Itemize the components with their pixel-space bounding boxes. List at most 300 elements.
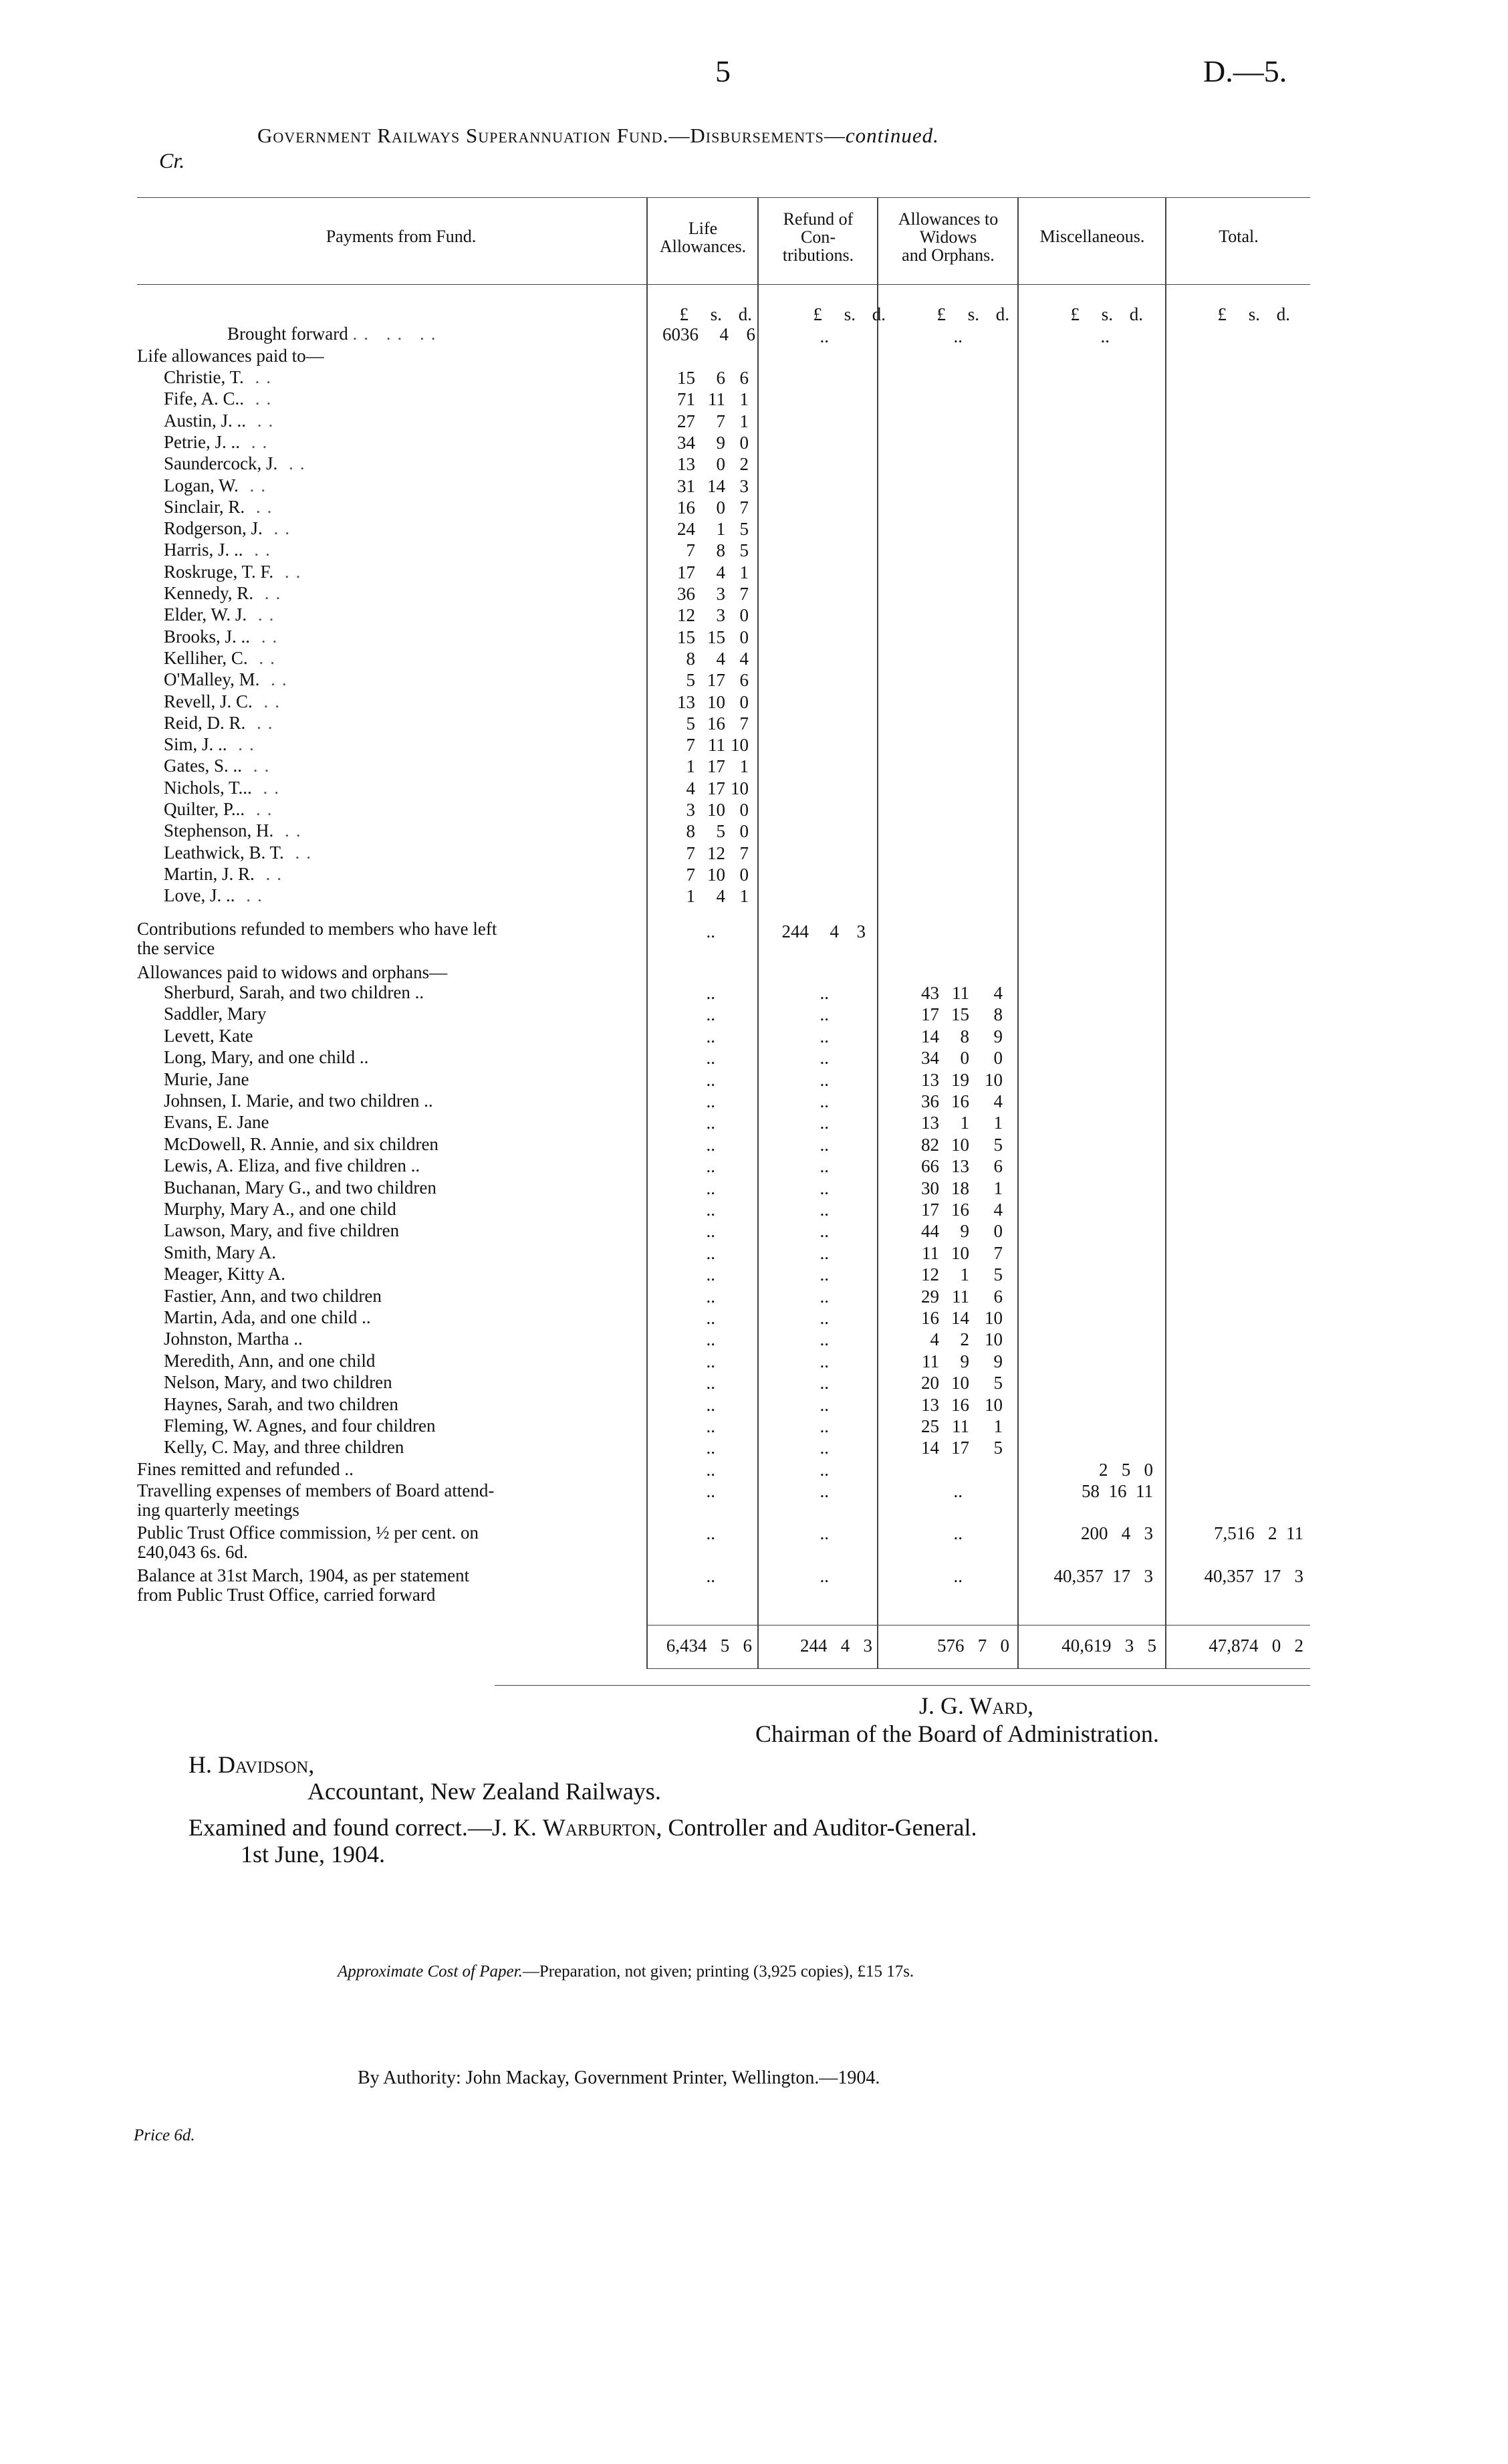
brought-forward-text: Brought forward [227, 324, 348, 344]
widow-row-shillings: 9 [960, 1351, 969, 1371]
life-row-pounds: 7 [686, 735, 695, 755]
life-row-shillings: 7 [716, 411, 725, 431]
life-row-pounds: 36 [677, 584, 695, 604]
life-row-pence: 0 [739, 605, 749, 625]
widow-row-pence: 1 [993, 1416, 1003, 1436]
leader-dots: .. [240, 432, 274, 452]
payee-name: Revell, J. C. [164, 691, 253, 711]
leader-dots: .. [250, 627, 284, 647]
widow-row-life-dots: .. [706, 1178, 715, 1198]
payee-name: Quilter, P... [164, 799, 245, 819]
leader-dots: .. [251, 778, 285, 798]
leader-dots: .. [227, 734, 261, 754]
payee-name: Petrie, J. .. [164, 432, 240, 452]
life-row-label [164, 562, 307, 582]
total-grand: 47,874 0 2 [1209, 1636, 1303, 1656]
misc-row-label [137, 1460, 354, 1479]
widow-row-refund-dots: .. [820, 1264, 829, 1284]
widow-row-life-dots: .. [706, 1329, 715, 1349]
payee-name: Brooks, J. .. [164, 627, 251, 647]
widow-row-label: Murie, Jane [164, 1069, 249, 1089]
widow-row-pounds: 17 [921, 1004, 939, 1024]
misc-row-widows-dots: .. [953, 1566, 963, 1586]
leader-dots: .. [252, 691, 286, 711]
payee-name: Christie, T. [164, 367, 244, 387]
life-row-pounds: 13 [677, 692, 695, 712]
misc-row-refund-dots: .. [820, 1481, 829, 1501]
life-row-shillings: 4 [716, 562, 725, 582]
davidson-name: H. Davidson, [188, 1751, 315, 1778]
widow-row-refund-dots: .. [820, 1135, 829, 1155]
widow-row-refund-dots: .. [820, 1373, 829, 1393]
life-row-shillings: 17 [707, 778, 725, 798]
widow-row-pence: 7 [993, 1243, 1003, 1263]
widow-row-pounds: 4 [930, 1329, 939, 1349]
col-header-life [648, 219, 757, 255]
examined-name: Warburton [542, 1814, 656, 1841]
document-title [257, 124, 939, 148]
bf-misc-dots: .. [1100, 326, 1110, 346]
leader-dots: .. [243, 540, 277, 560]
unit-misc-pounds: £ [1070, 304, 1080, 324]
unit-widows-pounds: £ [936, 304, 946, 324]
widow-row-life-dots: .. [706, 1004, 715, 1024]
widow-row-label: Fleming, W. Agnes, and four children [164, 1416, 436, 1436]
unit-life-shillings: s. [710, 304, 722, 324]
life-row-label [164, 756, 275, 776]
col-header-refund-2: Con- [801, 227, 836, 247]
widow-row-label: Lawson, Mary, and five children [164, 1220, 400, 1240]
widow-row-life-dots: .. [706, 1416, 715, 1436]
leader-dots: .. [244, 388, 278, 409]
widow-row-pounds: 13 [921, 1070, 939, 1090]
life-row-shillings: 3 [716, 584, 725, 604]
col-header-refund-1: Refund of [783, 209, 854, 229]
widow-row-life-dots: .. [706, 1373, 715, 1393]
widow-row-pence: 10 [985, 1395, 1003, 1415]
life-row-pounds: 24 [677, 519, 695, 539]
widow-row-shillings: 14 [951, 1308, 969, 1328]
section-widows-heading: Allowances paid to widows and orphans— [137, 962, 448, 982]
leader-dots: .. [246, 411, 280, 431]
header-bottom-rule [137, 284, 1310, 285]
life-row-shillings: 4 [716, 886, 725, 906]
life-row-label [164, 389, 277, 409]
widow-row-life-dots: .. [706, 1200, 715, 1220]
ward-title: Chairman of the Board of Administration. [755, 1720, 1159, 1747]
widow-row-pounds: 66 [921, 1156, 939, 1176]
misc-row-line-1: Balance at 31st March, 1904, as per statement [137, 1565, 470, 1585]
widow-row-shillings: 16 [951, 1200, 969, 1220]
unit-total-pounds: £ [1217, 304, 1227, 324]
misc-row-life-dots: .. [706, 1460, 715, 1480]
misc-row-line-1: Fines remitted and refunded .. [137, 1459, 354, 1479]
life-row-pence: 10 [731, 735, 749, 755]
payee-name: Saundercock, J. [164, 453, 278, 473]
misc-row-label [137, 1481, 494, 1520]
widow-row-pence: 1 [993, 1178, 1003, 1198]
unit-total-shillings: s. [1248, 304, 1260, 324]
contributions-life-dots: .. [706, 921, 715, 941]
life-row-pence: 0 [739, 800, 749, 820]
title-continued: continued. [845, 124, 939, 147]
life-row-pounds: 17 [677, 562, 695, 582]
life-row-label [164, 497, 278, 517]
widow-row-life-dots: .. [706, 1113, 715, 1133]
widow-row-life-dots: .. [706, 1286, 715, 1307]
col-rule-refund [757, 197, 759, 1668]
leader-dots: .. [245, 713, 279, 733]
leader-dots: .. [247, 604, 281, 625]
payee-name: Kennedy, R. [164, 583, 253, 603]
unit-misc-shillings: s. [1101, 304, 1113, 324]
life-row-shillings: 17 [707, 756, 725, 776]
total-refund: 244 4 3 [800, 1636, 872, 1656]
total-widows: 576 7 0 [937, 1636, 1009, 1656]
widow-row-refund-dots: .. [820, 1438, 829, 1458]
misc-row-refund-dots: .. [820, 1523, 829, 1543]
leader-dots: .. [259, 669, 293, 689]
widow-row-label: Meager, Kitty A. [164, 1264, 285, 1284]
examined-suffix: , Controller and Auditor-General. [656, 1814, 977, 1841]
widow-row-shillings: 13 [951, 1156, 969, 1176]
life-row-shillings: 4 [716, 649, 725, 669]
widow-row-shillings: 10 [951, 1373, 969, 1393]
life-row-shillings: 1 [716, 519, 725, 539]
misc-row-label [137, 1523, 479, 1562]
life-row-shillings: 5 [716, 821, 725, 841]
life-row-pence: 0 [739, 865, 749, 885]
col-rule-total [1165, 197, 1166, 1668]
misc-row-misc-amount: 58 16 11 [1082, 1481, 1153, 1501]
life-row-pence: 7 [739, 843, 749, 863]
life-row-pounds: 7 [686, 865, 695, 885]
misc-row-refund-dots: .. [820, 1460, 829, 1480]
widow-row-label: Nelson, Mary, and two children [164, 1372, 392, 1392]
misc-row-label [137, 1566, 469, 1605]
widow-row-life-dots: .. [706, 1351, 715, 1371]
brought-forward-label [227, 324, 442, 344]
col-header-refund [759, 210, 877, 264]
bf-life-pence: 6 [746, 324, 755, 344]
widow-row-refund-dots: .. [820, 1395, 829, 1415]
life-row-pounds: 1 [686, 756, 695, 776]
widow-row-pence: 9 [993, 1351, 1003, 1371]
widow-row-pence: 10 [985, 1070, 1003, 1090]
widow-row-pounds: 34 [921, 1048, 939, 1068]
col-header-life-1: Life [688, 219, 718, 238]
misc-row-misc-amount: 40,357 17 3 [1053, 1566, 1153, 1586]
life-row-label [164, 411, 279, 431]
life-row-shillings: 8 [716, 540, 725, 560]
life-row-label [164, 540, 277, 560]
widow-row-pence: 0 [993, 1048, 1003, 1068]
misc-row-line-1: Public Trust Office commission, ½ per cent. on [137, 1523, 479, 1543]
widow-row-pence: 10 [985, 1308, 1003, 1328]
bf-widows-dots: .. [953, 326, 963, 346]
totals-bottom-rule [646, 1668, 1310, 1669]
widow-row-life-dots: .. [706, 1156, 715, 1176]
unit-widows-shillings: s. [967, 304, 979, 324]
leader-dots: .. [253, 583, 287, 603]
life-row-pence: 4 [739, 649, 749, 669]
approximate-cost [338, 1963, 914, 1981]
price: Price 6d. [134, 2126, 195, 2144]
widow-row-pounds: 13 [921, 1395, 939, 1415]
payee-name: Elder, W. J. [164, 604, 247, 625]
life-row-pence: 7 [739, 497, 749, 518]
misc-row-line-2: ing quarterly meetings [137, 1500, 299, 1520]
life-row-pence: 3 [739, 476, 749, 496]
leader-dots: .. [245, 799, 279, 819]
leader-dots: .. [283, 843, 318, 863]
col-header-life-2: Allowances. [659, 237, 747, 256]
widow-row-shillings: 19 [951, 1070, 969, 1090]
life-row-pence: 1 [739, 389, 749, 409]
widow-row-refund-dots: .. [820, 1178, 829, 1198]
widow-row-pence: 6 [993, 1156, 1003, 1176]
widow-row-label: Fastier, Ann, and two children [164, 1286, 382, 1306]
life-row-label [164, 821, 307, 841]
widow-row-pounds: 11 [922, 1243, 939, 1263]
misc-row-total-amount: 40,357 17 3 [1204, 1566, 1303, 1586]
widow-row-label: Long, Mary, and one child .. [164, 1047, 369, 1067]
col-header-total: Total. [1219, 227, 1259, 246]
widow-row-refund-dots: .. [820, 1243, 829, 1263]
widow-row-shillings: 1 [960, 1113, 969, 1133]
section-life-heading: Life allowances paid to— [137, 346, 324, 366]
widow-row-refund-dots: .. [820, 1200, 829, 1220]
widow-row-shillings: 17 [951, 1438, 969, 1458]
widow-row-label: Johnston, Martha .. [164, 1329, 303, 1349]
life-row-label [164, 670, 293, 689]
life-row-shillings: 10 [707, 800, 725, 820]
widow-row-shillings: 11 [952, 1416, 969, 1436]
payee-name: Fife, A. C.. [164, 388, 245, 409]
credit-side-label: Cr. [159, 148, 185, 173]
life-row-shillings: 6 [716, 368, 725, 388]
payee-name: Love, J. .. [164, 885, 235, 905]
widow-row-pounds: 36 [921, 1091, 939, 1111]
widow-row-life-dots: .. [706, 1070, 715, 1090]
unit-life-pounds: £ [679, 304, 688, 324]
widow-row-label: Meredith, Ann, and one child [164, 1351, 376, 1371]
widow-row-life-dots: .. [706, 1308, 715, 1328]
col-header-widows [879, 210, 1017, 264]
life-row-pence: 7 [739, 713, 749, 734]
widow-row-label: Sherburd, Sarah, and two children .. [164, 982, 424, 1002]
life-row-pence: 0 [739, 692, 749, 712]
misc-row-refund-dots: .. [820, 1566, 829, 1586]
widow-row-pence: 5 [993, 1135, 1003, 1155]
life-row-pounds: 31 [677, 476, 695, 496]
totals-top-rule [646, 1625, 1310, 1626]
leader-dots: .. [273, 562, 307, 582]
col-header-widows-2: Widows [919, 227, 977, 247]
life-row-pence: 1 [739, 411, 749, 431]
widow-row-shillings: 16 [951, 1091, 969, 1111]
unit-misc-pence: d. [1129, 304, 1143, 324]
life-row-label [164, 713, 279, 733]
misc-row-line-2: £40,043 6s. 6d. [137, 1542, 248, 1562]
life-row-label [164, 692, 286, 711]
leader-dots: .. [235, 885, 269, 905]
payee-name: Sinclair, R. [164, 497, 245, 517]
life-row-pence: 1 [739, 886, 749, 906]
life-row-pounds: 1 [686, 886, 695, 906]
life-row-shillings: 11 [708, 735, 725, 755]
payee-name: Nichols, T... [164, 778, 252, 798]
misc-row-widows-dots: .. [953, 1523, 963, 1543]
widow-row-life-dots: .. [706, 983, 715, 1003]
misc-row-misc-amount: 2 5 0 [1099, 1460, 1153, 1480]
life-row-label [164, 778, 285, 798]
widow-row-pence: 4 [993, 1200, 1003, 1220]
life-row-shillings: 0 [716, 454, 725, 474]
ward-signature [919, 1692, 1033, 1720]
widow-row-refund-dots: .. [820, 1416, 829, 1436]
col-rule-widows [877, 197, 878, 1668]
life-row-label [164, 454, 311, 473]
payee-name: Harris, J. .. [164, 540, 243, 560]
payee-name: Kelliher, C. [164, 648, 248, 668]
life-row-shillings: 14 [707, 476, 725, 496]
life-row-label [164, 800, 278, 819]
examined-prefix: Examined and found correct.—J. K. [188, 1814, 543, 1841]
payee-name: O'Malley, M. [164, 669, 260, 689]
widow-row-life-dots: .. [706, 1091, 715, 1111]
widow-row-pence: 0 [993, 1221, 1003, 1241]
life-row-pence: 0 [739, 627, 749, 647]
widow-row-pence: 1 [993, 1113, 1003, 1133]
unit-refund-shillings: s. [844, 304, 856, 324]
leader-dots: .. [262, 518, 296, 538]
cost-label: Approximate Cost of Paper. [338, 1963, 523, 1981]
life-row-label [164, 735, 261, 754]
contrib-refund-pence: 3 [856, 921, 866, 941]
widow-row-pounds: 11 [922, 1351, 939, 1371]
ward-name: J. G. Ward, [919, 1692, 1034, 1719]
widow-row-label: McDowell, R. Annie, and six children [164, 1134, 438, 1154]
widow-row-refund-dots: .. [820, 1113, 829, 1133]
leader-dots: .. [245, 497, 279, 517]
payee-name: Stephenson, H. [164, 820, 274, 841]
widow-row-refund-dots: .. [820, 1070, 829, 1090]
widow-row-label: Murphy, Mary A., and one child [164, 1199, 396, 1219]
widow-row-shillings: 8 [960, 1026, 969, 1046]
col-header-widows-1: Allowances to [898, 209, 999, 229]
unit-widows-pence: d. [995, 304, 1009, 324]
widow-row-label: Martin, Ada, and one child .. [164, 1307, 371, 1327]
widow-row-label: Lewis, A. Eliza, and five children .. [164, 1155, 420, 1175]
widow-row-label: Smith, Mary A. [164, 1242, 277, 1262]
life-row-shillings: 15 [707, 627, 725, 647]
widow-row-pounds: 25 [921, 1416, 939, 1436]
widow-row-refund-dots: .. [820, 1221, 829, 1241]
widow-row-pounds: 43 [921, 983, 939, 1003]
widow-row-shillings: 2 [960, 1329, 969, 1349]
life-row-pounds: 71 [677, 389, 695, 409]
col-rule-life [646, 197, 648, 1668]
life-row-label [164, 476, 272, 495]
col-header-refund-3: tributions. [782, 245, 854, 265]
widow-row-pence: 5 [993, 1373, 1003, 1393]
life-row-pounds: 8 [686, 649, 695, 669]
widow-row-refund-dots: .. [820, 983, 829, 1003]
life-row-shillings: 9 [716, 433, 725, 453]
life-row-label [164, 605, 280, 625]
widow-row-pounds: 13 [921, 1113, 939, 1133]
contributions-label [137, 919, 497, 958]
unit-life-pence: d. [738, 304, 752, 324]
widow-row-shillings: 10 [951, 1243, 969, 1263]
widow-row-shillings: 18 [951, 1178, 969, 1198]
payee-name: Logan, W. [164, 475, 239, 495]
examined-statement [188, 1813, 977, 1841]
life-row-pence: 0 [739, 821, 749, 841]
payee-name: Rodgerson, J. [164, 518, 263, 538]
contrib-refund-pounds: 244 [781, 921, 809, 941]
col-header-misc: Miscellaneous. [1039, 227, 1145, 246]
bf-life-pounds: 6036 [662, 324, 699, 344]
life-row-pounds: 8 [686, 821, 695, 841]
payee-name: Reid, D. R. [164, 713, 246, 733]
widow-row-refund-dots: .. [820, 1329, 829, 1349]
widow-row-refund-dots: .. [820, 1048, 829, 1068]
life-row-pounds: 27 [677, 411, 695, 431]
col-header-payments: Payments from Fund. [326, 227, 477, 246]
misc-row-total-amount: 7,516 2 11 [1214, 1523, 1303, 1543]
widow-row-pence: 6 [993, 1286, 1003, 1307]
misc-row-line-1: Travelling expenses of members of Board attend- [137, 1480, 495, 1500]
leader-dots: .. [247, 648, 281, 668]
widow-row-pence: 4 [993, 1091, 1003, 1111]
cost-text: —Preparation, not given; printing (3,925 copies), £15 17s. [522, 1963, 914, 1981]
widow-row-life-dots: .. [706, 1264, 715, 1284]
widow-row-label: Evans, E. Jane [164, 1112, 269, 1132]
widow-row-pence: 10 [985, 1329, 1003, 1349]
widow-row-pence: 5 [993, 1438, 1003, 1458]
life-row-pence: 6 [739, 368, 749, 388]
title-main: Government Railways Superannuation Fund.—Disbursements— [257, 124, 846, 147]
widow-row-pounds: 12 [921, 1264, 939, 1284]
widow-row-label: Kelly, C. May, and three children [164, 1437, 404, 1457]
life-row-pence: 7 [739, 584, 749, 604]
page-number: 5 [715, 54, 731, 88]
widow-row-pounds: 82 [921, 1135, 939, 1155]
payee-name: Leathwick, B. T. [164, 843, 284, 863]
widow-row-pounds: 17 [921, 1200, 939, 1220]
davidson-title: Accountant, New Zealand Railways. [307, 1778, 661, 1805]
widow-row-life-dots: .. [706, 1243, 715, 1263]
widow-row-refund-dots: .. [820, 1351, 829, 1371]
life-row-label [164, 519, 296, 538]
life-row-shillings: 16 [707, 713, 725, 734]
unit-refund-pence: d. [872, 304, 886, 324]
payee-name: Austin, J. .. [164, 411, 247, 431]
misc-row-line-2: from Public Trust Office, carried forward [137, 1585, 436, 1605]
leader-dots: .. [254, 864, 289, 884]
life-row-shillings: 17 [707, 670, 725, 690]
life-row-pounds: 15 [677, 627, 695, 647]
life-row-pounds: 12 [677, 605, 695, 625]
payee-name: Sim, J. .. [164, 734, 227, 754]
widow-row-shillings: 1 [960, 1264, 969, 1284]
contrib-refund-shillings: 4 [830, 921, 839, 941]
misc-row-misc-amount: 200 4 3 [1081, 1523, 1153, 1543]
widow-row-shillings: 0 [960, 1048, 969, 1068]
bf-refund-dots: .. [820, 326, 829, 346]
